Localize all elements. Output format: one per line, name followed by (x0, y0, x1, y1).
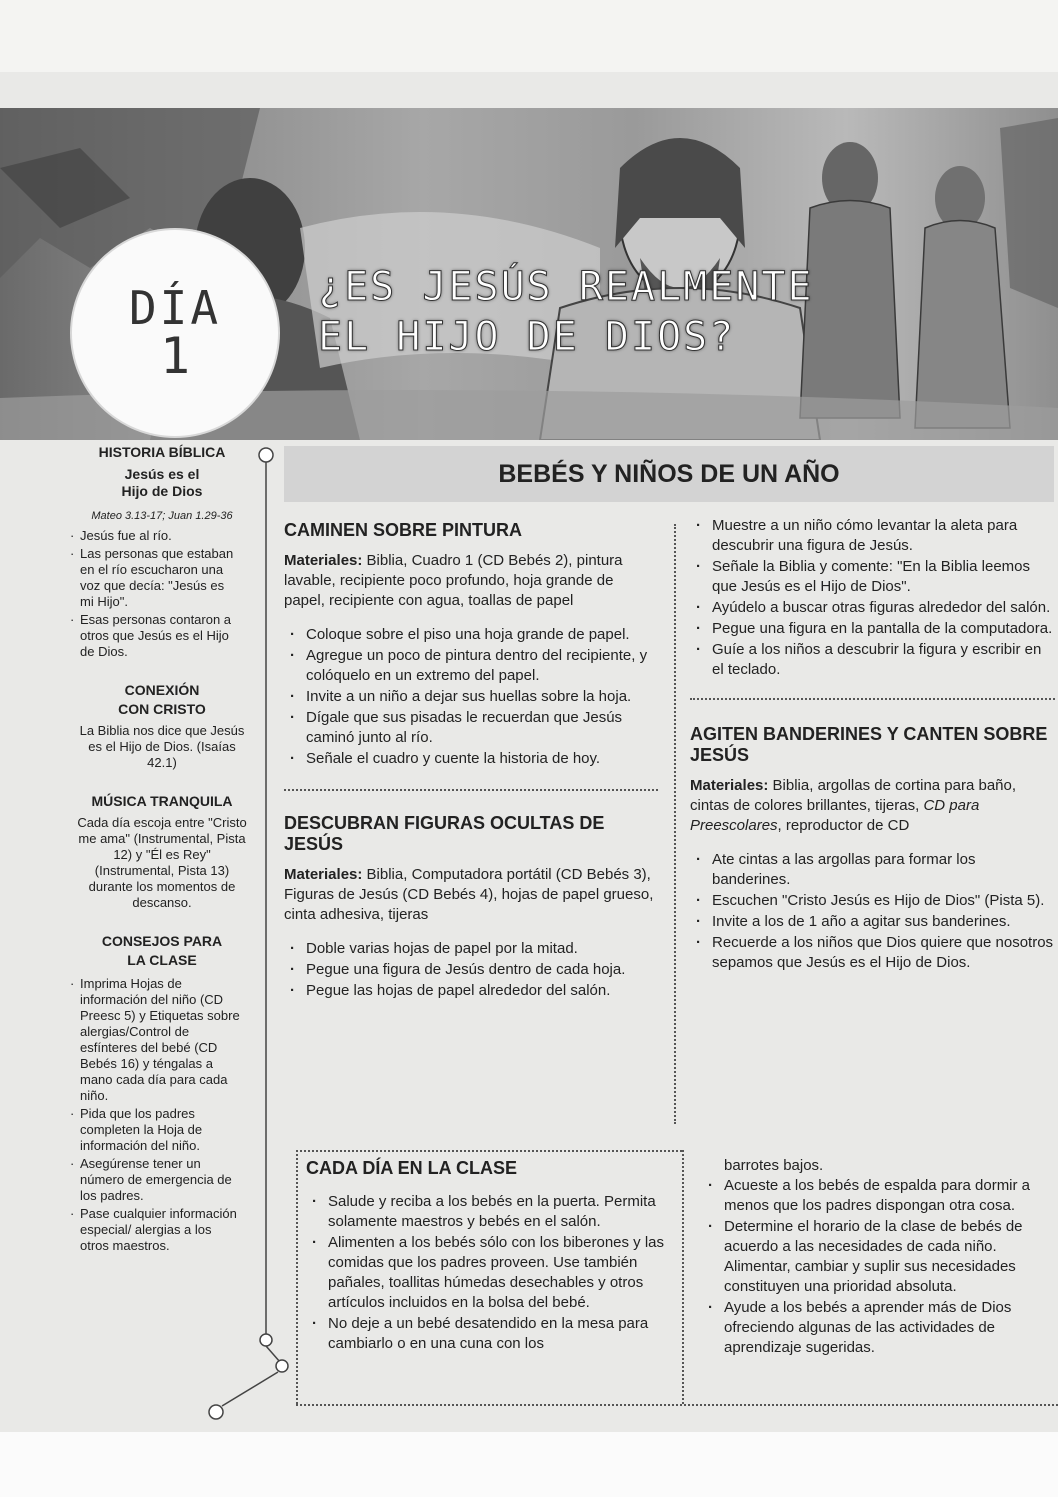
list-item: · Alimenten a los bebés sólo con los biberones y las comidas que los padres proveen. Use también pañales, toallitas húmedas desechables y otros artículos incluidos en la bolsa del bebé. (306, 1233, 668, 1313)
list-item: · Salude y reciba a los bebés en la puerta. Permita solamente maestros y bebés en el salón. (306, 1192, 668, 1232)
list-item: · Coloque sobre el piso una hoja grande de papel. (284, 625, 658, 645)
materials-text: Biblia, Cuadro 1 (CD Bebés 2), pintura lavable, recipiente poco profundo, hoja grande de papel, recipiente con agua, toallas de papel (284, 552, 623, 609)
list-item: · Pida que los padres completen la Hoja de información del niño. (64, 1106, 260, 1154)
historia-heading: HISTORIA BÍBLICA (98, 444, 226, 460)
consejos-list (64, 976, 260, 1254)
materials (284, 551, 658, 611)
list-item: · Muestre a un niño cómo levantar la aleta para descubrir una figura de Jesús. (690, 516, 1055, 556)
list-item: · No deje a un bebé desatendido en la mesa para cambiarlo o en una cuna con los (306, 1314, 668, 1354)
activity-steps (690, 850, 1055, 973)
materials (284, 865, 658, 925)
section-title: BEBÉS Y NIÑOS DE UN AÑO (498, 459, 840, 488)
musica-block (64, 793, 260, 911)
dotted-divider (284, 789, 658, 791)
consejos-block (64, 933, 260, 1254)
list-item: · Pegue las hojas de papel alrededor del salón. (284, 981, 658, 1001)
list-item: · Escuchen "Cristo Jesús es Hijo de Dios" (Pista 5). (690, 891, 1055, 911)
musica-text: Cada día escoja entre "Cristo me ama" (Instrumental, Pista 12) y "Él es Rey" (Instrumental, Pista 13) durante los momentos de descanso. (77, 815, 247, 910)
consejos-heading-line1: CONSEJOS PARA (101, 933, 223, 949)
daily-box-top-border (296, 1150, 682, 1152)
materials (690, 776, 1055, 836)
materials-cd: CD para Preescolares (690, 797, 980, 834)
materials-text: Biblia, Computadora portátil (CD Bebés 3), Figuras de Jesús (CD Bebés 4), hojas de papel grueso, cinta adhesiva, tijeras (284, 866, 654, 923)
materials-label: Materiales: (284, 552, 363, 569)
list-item: · Pase cualquier información especial/ alergias a los otros maestros. (64, 1206, 260, 1254)
list-item: · Jesús fue al río. (64, 528, 260, 544)
sidebar (64, 444, 260, 1256)
list-item: · Invite a un niño a dejar sus huellas sobre la hoja. (284, 687, 658, 707)
day-number: 1 (159, 327, 191, 385)
activities-column-right (690, 516, 1055, 974)
day-label: DÍA (128, 281, 222, 335)
daily-column-right (702, 1156, 1056, 1359)
activity-pintura (284, 520, 658, 769)
lesson-title-line1: ¿ES JESÚS REALMENTE (318, 264, 814, 310)
historia-block (64, 444, 260, 660)
list-item: · Imprima Hojas de información del niño (CD Preesc 5) y Etiquetas sobre alergias/Control de esfínteres del bebé (CD Bebés 16) y téngalas a mano cada día para cada niño. (64, 976, 260, 1104)
materials-text: Biblia, argollas de cortina para baño, cintas de colores brillantes, tijeras, (690, 777, 1017, 814)
lesson-title (318, 262, 1038, 362)
activity-steps-continued (690, 516, 1055, 680)
list-item: · Agregue un poco de pintura dentro del recipiente, y colóquelo en un extremo del papel. (284, 646, 658, 686)
materials-label: Materiales: (284, 866, 363, 883)
activity-steps (284, 625, 658, 769)
conexion-block (64, 682, 260, 771)
daily-list-right (702, 1176, 1056, 1358)
list-item: · Las personas que estaban en el río escucharon una voz que decía: "Jesús es mi Hijo". (64, 546, 260, 610)
list-item: · Determine el horario de la clase de bebés de acuerdo a las necesidades de cada niño. Alimentar, cambiar y suplir sus necesidades constituyen una prioridad absoluta. (702, 1217, 1056, 1297)
daily-list (306, 1192, 668, 1354)
consejos-heading-line2: LA CLASE (127, 952, 197, 968)
list-item: · Asegúrense tener un número de emergencia de los padres. (64, 1156, 260, 1204)
materials-end: , reproductor de CD (777, 817, 910, 834)
conexion-heading-line2: CON CRISTO (118, 701, 206, 717)
conexion-text: La Biblia nos dice que Jesús es el Hijo de Dios. (Isaías 42.1) (79, 723, 245, 770)
activity-figuras (284, 813, 658, 1001)
list-item: · Guíe a los niños a descubrir la figura y escribir en el teclado. (690, 640, 1055, 680)
historia-list (64, 528, 260, 660)
list-item: · Señale el cuadro y cuente la historia de hoy. (284, 749, 658, 769)
activity-title: DESCUBRAN FIGURAS OCULTAS DE JESÚS (284, 813, 605, 854)
daily-column-left (306, 1192, 668, 1355)
materials-label: Materiales: (690, 777, 769, 794)
daily-title: CADA DÍA EN LA CLASE (306, 1158, 517, 1178)
activity-title: AGITEN BANDERINES Y CANTEN SOBRE JESÚS (690, 724, 1048, 765)
historia-subtitle-line1: Jesús es el (124, 466, 200, 482)
activities-column-left (284, 520, 658, 1002)
list-item: · Ate cintas a las argollas para formar los banderines. (690, 850, 1055, 890)
daily-box-bottom-border (296, 1404, 1058, 1406)
scan-bottom-margin (0, 1432, 1058, 1497)
list-item: · Acueste a los bebés de espalda para dormir a menos que los padres dispongan otra cosa. (702, 1176, 1056, 1216)
list-item: · Ayude a los bebés a aprender más de Dios ofreciendo algunas de las actividades de aprendizaje sugeridas. (702, 1298, 1056, 1358)
lesson-title-line2: EL HIJO DE DIOS? (318, 314, 736, 360)
list-item: · Esas personas contaron a otros que Jesús es el Hijo de Dios. (64, 612, 260, 660)
list-item: · Pegue una figura de Jesús dentro de cada hoja. (284, 960, 658, 980)
activity-banderines (690, 724, 1055, 973)
activity-title: CAMINEN SOBRE PINTURA (284, 520, 523, 540)
list-item: · Recuerde a los niños que Dios quiere que nosotros sepamos que Jesús es el Hijo de Dios. (690, 933, 1055, 973)
list-item: · Señale la Biblia y comente: "En la Biblia leemos que Jesús es el Hijo de Dios". (690, 557, 1055, 597)
musica-heading: MÚSICA TRANQUILA (91, 793, 233, 809)
activity-steps (284, 939, 658, 1001)
list-item: · Ayúdelo a buscar otras figuras alrededor del salón. (690, 598, 1055, 618)
list-item: · Doble varias hojas de papel por la mitad. (284, 939, 658, 959)
daily-continuation: barrotes bajos. (724, 1157, 824, 1174)
list-item: · Dígale que sus pisadas le recuerdan que Jesús caminó junto al río. (284, 708, 658, 748)
daily-box-left-border (296, 1150, 298, 1404)
historia-reference: Mateo 3.13-17; Juan 1.29-36 (91, 510, 233, 522)
list-item: · Pegue una figura en la pantalla de la computadora. (690, 619, 1055, 639)
daily-box-divider (682, 1150, 684, 1404)
section-header (284, 446, 1054, 502)
dotted-divider (690, 698, 1055, 700)
list-item: · Invite a los de 1 año a agitar sus banderines. (690, 912, 1055, 932)
dotted-column-divider (674, 524, 676, 1124)
historia-subtitle-line2: Hijo de Dios (121, 483, 203, 499)
conexion-heading-line1: CONEXIÓN (124, 682, 200, 698)
